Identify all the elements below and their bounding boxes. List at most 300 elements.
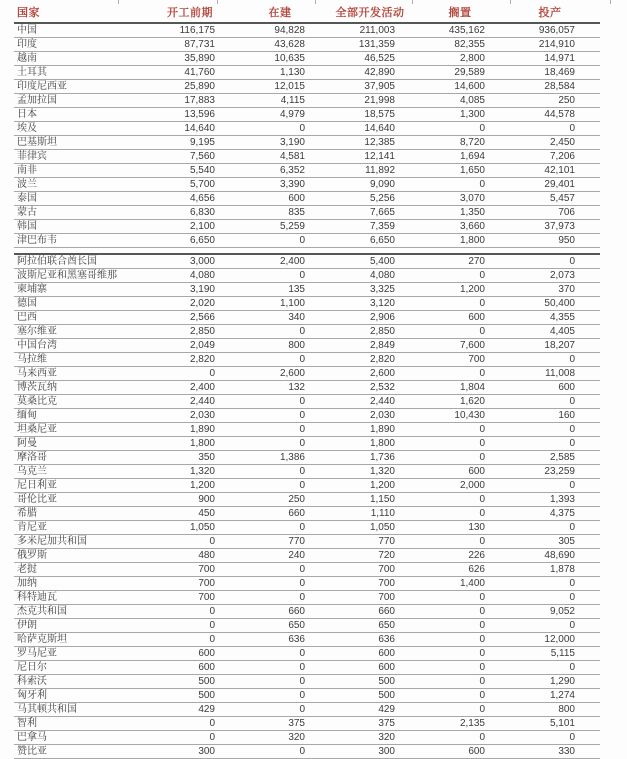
table-row xyxy=(14,702,600,716)
value-cell: 10,430 xyxy=(420,408,510,422)
value-cell: 4,085 xyxy=(420,94,510,108)
value-cell: 1,350 xyxy=(420,206,510,220)
country-cell: 罗马尼亚 xyxy=(14,646,150,660)
crop-artifact-tick xyxy=(610,0,611,4)
value-cell: 3,120 xyxy=(330,296,420,310)
country-cell: 蒙古 xyxy=(14,206,150,220)
value-cell: 600 xyxy=(510,380,600,394)
coal-capacity-by-country-table xyxy=(14,3,600,759)
table-row xyxy=(14,464,600,478)
value-cell: 2,073 xyxy=(510,268,600,282)
value-cell: 8,720 xyxy=(420,136,510,150)
value-cell: 3,325 xyxy=(330,282,420,296)
value-cell: 135 xyxy=(240,282,330,296)
value-cell: 3,070 xyxy=(420,192,510,206)
value-cell: 4,581 xyxy=(240,150,330,164)
table-row xyxy=(14,632,600,646)
value-cell: 2,030 xyxy=(330,408,420,422)
value-cell: 7,560 xyxy=(150,150,240,164)
country-cell: 缅甸 xyxy=(14,408,150,422)
value-cell: 1,400 xyxy=(420,576,510,590)
value-cell: 6,352 xyxy=(240,164,330,178)
table-row xyxy=(14,408,600,422)
country-cell: 南非 xyxy=(14,164,150,178)
value-cell: 0 xyxy=(240,478,330,492)
value-cell: 250 xyxy=(240,492,330,506)
table-row xyxy=(14,730,600,744)
value-cell: 4,405 xyxy=(510,324,600,338)
country-cell: 科索沃 xyxy=(14,674,150,688)
value-cell: 350 xyxy=(150,450,240,464)
value-cell: 0 xyxy=(150,534,240,548)
table-row xyxy=(14,618,600,632)
value-cell: 320 xyxy=(240,730,330,744)
value-cell: 1,274 xyxy=(510,688,600,702)
value-cell: 600 xyxy=(240,192,330,206)
value-cell: 4,115 xyxy=(240,94,330,108)
table-row xyxy=(14,38,600,52)
value-cell: 5,457 xyxy=(510,192,600,206)
value-cell: 5,259 xyxy=(240,220,330,234)
value-cell: 0 xyxy=(420,646,510,660)
value-cell: 2,600 xyxy=(330,366,420,380)
value-cell: 0 xyxy=(420,534,510,548)
value-cell: 1,393 xyxy=(510,492,600,506)
value-cell: 600 xyxy=(420,310,510,324)
table-row xyxy=(14,422,600,436)
country-cell: 科特迪瓦 xyxy=(14,590,150,604)
value-cell: 636 xyxy=(330,632,420,646)
value-cell: 0 xyxy=(420,604,510,618)
value-cell: 14,971 xyxy=(510,52,600,66)
value-cell: 270 xyxy=(420,254,510,269)
table-row xyxy=(14,220,600,234)
country-cell: 巴基斯坦 xyxy=(14,136,150,150)
value-cell: 0 xyxy=(420,296,510,310)
value-cell: 7,359 xyxy=(330,220,420,234)
value-cell: 770 xyxy=(330,534,420,548)
country-cell: 菲律宾 xyxy=(14,150,150,164)
value-cell: 0 xyxy=(420,632,510,646)
value-cell: 4,355 xyxy=(510,310,600,324)
value-cell: 4,375 xyxy=(510,506,600,520)
value-cell: 0 xyxy=(510,478,600,492)
table-row xyxy=(14,716,600,730)
table-row xyxy=(14,164,600,178)
table-row xyxy=(14,192,600,206)
table-row xyxy=(14,268,600,282)
country-cell: 莫桑比克 xyxy=(14,394,150,408)
table-row xyxy=(14,492,600,506)
value-cell: 1,300 xyxy=(420,108,510,122)
table-row xyxy=(14,324,600,338)
value-cell: 21,998 xyxy=(330,94,420,108)
value-cell: 94,828 xyxy=(240,23,330,38)
value-cell: 660 xyxy=(330,604,420,618)
value-cell: 23,259 xyxy=(510,464,600,478)
value-cell: 660 xyxy=(240,506,330,520)
value-cell: 0 xyxy=(420,618,510,632)
country-cell: 塞尔维亚 xyxy=(14,324,150,338)
value-cell: 0 xyxy=(510,520,600,534)
country-cell: 赞比亚 xyxy=(14,744,150,758)
value-cell: 226 xyxy=(420,548,510,562)
table-row xyxy=(14,80,600,94)
column-header-preconstruction: 开工前期 xyxy=(150,3,240,23)
value-cell: 0 xyxy=(510,618,600,632)
table-row xyxy=(14,576,600,590)
value-cell: 636 xyxy=(240,632,330,646)
value-cell: 0 xyxy=(150,366,240,380)
value-cell: 29,401 xyxy=(510,178,600,192)
value-cell: 48,690 xyxy=(510,548,600,562)
value-cell: 500 xyxy=(150,674,240,688)
value-cell: 0 xyxy=(420,674,510,688)
value-cell: 214,910 xyxy=(510,38,600,52)
value-cell: 18,469 xyxy=(510,66,600,80)
table-row xyxy=(14,296,600,310)
value-cell: 0 xyxy=(420,506,510,520)
value-cell: 700 xyxy=(330,590,420,604)
table-row xyxy=(14,94,600,108)
table-row xyxy=(14,178,600,192)
value-cell: 0 xyxy=(420,436,510,450)
value-cell: 2,532 xyxy=(330,380,420,394)
value-cell: 600 xyxy=(420,464,510,478)
value-cell: 18,575 xyxy=(330,108,420,122)
value-cell: 0 xyxy=(420,660,510,674)
table-row xyxy=(14,506,600,520)
value-cell: 0 xyxy=(150,618,240,632)
table-row xyxy=(14,660,600,674)
value-cell: 116,175 xyxy=(150,23,240,38)
column-header-operating: 投产 xyxy=(510,3,600,23)
value-cell: 2,440 xyxy=(330,394,420,408)
value-cell: 4,080 xyxy=(150,268,240,282)
value-cell: 1,804 xyxy=(420,380,510,394)
value-cell: 340 xyxy=(240,310,330,324)
value-cell: 0 xyxy=(240,744,330,758)
value-cell: 87,731 xyxy=(150,38,240,52)
value-cell: 0 xyxy=(420,730,510,744)
value-cell: 9,090 xyxy=(330,178,420,192)
value-cell: 0 xyxy=(420,422,510,436)
value-cell: 0 xyxy=(150,632,240,646)
table-row xyxy=(14,562,600,576)
value-cell: 0 xyxy=(420,590,510,604)
value-cell: 0 xyxy=(240,674,330,688)
country-cell: 尼日利亚 xyxy=(14,478,150,492)
value-cell: 300 xyxy=(330,744,420,758)
value-cell: 600 xyxy=(330,660,420,674)
value-cell: 9,052 xyxy=(510,604,600,618)
value-cell: 2,600 xyxy=(240,366,330,380)
country-cell: 希腊 xyxy=(14,506,150,520)
value-cell: 0 xyxy=(420,324,510,338)
country-cell: 哈萨克斯坦 xyxy=(14,632,150,646)
value-cell: 0 xyxy=(240,646,330,660)
country-cell: 印度 xyxy=(14,38,150,52)
country-cell: 巴拿马 xyxy=(14,730,150,744)
value-cell: 1,050 xyxy=(150,520,240,534)
value-cell: 660 xyxy=(240,604,330,618)
value-cell: 1,200 xyxy=(330,478,420,492)
value-cell: 0 xyxy=(240,520,330,534)
value-cell: 37,905 xyxy=(330,80,420,94)
value-cell: 1,150 xyxy=(330,492,420,506)
value-cell: 1,694 xyxy=(420,150,510,164)
table-row xyxy=(14,646,600,660)
value-cell: 2,800 xyxy=(420,52,510,66)
table-row xyxy=(14,23,600,38)
value-cell: 0 xyxy=(510,422,600,436)
header-row xyxy=(14,3,600,23)
country-cell: 坦桑尼亚 xyxy=(14,422,150,436)
value-cell: 0 xyxy=(240,268,330,282)
value-cell: 12,000 xyxy=(510,632,600,646)
value-cell: 0 xyxy=(150,604,240,618)
table-row xyxy=(14,548,600,562)
table-row xyxy=(14,122,600,136)
value-cell: 600 xyxy=(150,646,240,660)
value-cell: 5,540 xyxy=(150,164,240,178)
table-row xyxy=(14,436,600,450)
value-cell: 600 xyxy=(150,660,240,674)
value-cell: 700 xyxy=(150,576,240,590)
value-cell: 5,700 xyxy=(150,178,240,192)
value-cell: 14,640 xyxy=(330,122,420,136)
country-cell: 波兰 xyxy=(14,178,150,192)
value-cell: 6,650 xyxy=(150,234,240,248)
country-cell: 马来西亚 xyxy=(14,366,150,380)
value-cell: 160 xyxy=(510,408,600,422)
value-cell: 0 xyxy=(420,688,510,702)
value-cell: 480 xyxy=(150,548,240,562)
value-cell: 370 xyxy=(510,282,600,296)
value-cell: 132 xyxy=(240,380,330,394)
value-cell: 9,195 xyxy=(150,136,240,150)
country-cell: 泰国 xyxy=(14,192,150,206)
value-cell: 2,450 xyxy=(510,136,600,150)
value-cell: 1,130 xyxy=(240,66,330,80)
value-cell: 1,800 xyxy=(330,436,420,450)
value-cell: 800 xyxy=(240,338,330,352)
value-cell: 1,290 xyxy=(510,674,600,688)
value-cell: 25,890 xyxy=(150,80,240,94)
value-cell: 0 xyxy=(240,408,330,422)
value-cell: 5,115 xyxy=(510,646,600,660)
table-row xyxy=(14,674,600,688)
value-cell: 1,320 xyxy=(150,464,240,478)
column-header-shelved: 搁置 xyxy=(420,3,510,23)
value-cell: 2,566 xyxy=(150,310,240,324)
value-cell: 5,400 xyxy=(330,254,420,269)
country-cell: 土耳其 xyxy=(14,66,150,80)
country-cell: 加纳 xyxy=(14,576,150,590)
value-cell: 82,355 xyxy=(420,38,510,52)
value-cell: 7,600 xyxy=(420,338,510,352)
country-cell: 肯尼亚 xyxy=(14,520,150,534)
value-cell: 1,386 xyxy=(240,450,330,464)
table-row xyxy=(14,366,600,380)
value-cell: 250 xyxy=(510,94,600,108)
table-row xyxy=(14,744,600,758)
value-cell: 1,100 xyxy=(240,296,330,310)
value-cell: 320 xyxy=(330,730,420,744)
value-cell: 0 xyxy=(240,352,330,366)
value-cell: 130 xyxy=(420,520,510,534)
country-cell: 杰克共和国 xyxy=(14,604,150,618)
country-cell: 波斯尼亚和黑塞哥维那 xyxy=(14,268,150,282)
table-row xyxy=(14,520,600,534)
value-cell: 42,890 xyxy=(330,66,420,80)
country-cell: 马拉维 xyxy=(14,352,150,366)
value-cell: 3,390 xyxy=(240,178,330,192)
table-row xyxy=(14,282,600,296)
value-cell: 2,100 xyxy=(150,220,240,234)
value-cell: 600 xyxy=(420,744,510,758)
country-cell: 中国台湾 xyxy=(14,338,150,352)
value-cell: 500 xyxy=(330,688,420,702)
value-cell: 429 xyxy=(330,702,420,716)
table-row xyxy=(14,604,600,618)
value-cell: 0 xyxy=(420,268,510,282)
value-cell: 46,525 xyxy=(330,52,420,66)
table-row xyxy=(14,66,600,80)
country-cell: 阿曼 xyxy=(14,436,150,450)
value-cell: 17,883 xyxy=(150,94,240,108)
value-cell: 375 xyxy=(330,716,420,730)
value-cell: 1,110 xyxy=(330,506,420,520)
value-cell: 800 xyxy=(510,702,600,716)
value-cell: 700 xyxy=(420,352,510,366)
value-cell: 12,141 xyxy=(330,150,420,164)
value-cell: 42,101 xyxy=(510,164,600,178)
table-body xyxy=(14,23,600,758)
table-row xyxy=(14,254,600,269)
value-cell: 18,207 xyxy=(510,338,600,352)
value-cell: 11,892 xyxy=(330,164,420,178)
value-cell: 330 xyxy=(510,744,600,758)
country-cell: 巴西 xyxy=(14,310,150,324)
value-cell: 12,015 xyxy=(240,80,330,94)
value-cell: 0 xyxy=(240,122,330,136)
table-row xyxy=(14,394,600,408)
value-cell: 0 xyxy=(420,492,510,506)
country-cell: 津巴布韦 xyxy=(14,234,150,248)
value-cell: 0 xyxy=(420,178,510,192)
value-cell: 240 xyxy=(240,548,330,562)
value-cell: 0 xyxy=(240,688,330,702)
country-cell: 埃及 xyxy=(14,122,150,136)
country-cell: 韩国 xyxy=(14,220,150,234)
value-cell: 2,400 xyxy=(240,254,330,269)
value-cell: 0 xyxy=(240,702,330,716)
value-cell: 2,030 xyxy=(150,408,240,422)
country-cell: 匈牙利 xyxy=(14,688,150,702)
country-cell: 伊朗 xyxy=(14,618,150,632)
value-cell: 14,640 xyxy=(150,122,240,136)
table-row xyxy=(14,310,600,324)
value-cell: 1,650 xyxy=(420,164,510,178)
table-row xyxy=(14,206,600,220)
value-cell: 0 xyxy=(510,122,600,136)
value-cell: 37,973 xyxy=(510,220,600,234)
value-cell: 44,578 xyxy=(510,108,600,122)
value-cell: 0 xyxy=(240,324,330,338)
value-cell: 4,080 xyxy=(330,268,420,282)
value-cell: 305 xyxy=(510,534,600,548)
table-row xyxy=(14,380,600,394)
value-cell: 2,820 xyxy=(150,352,240,366)
value-cell: 0 xyxy=(240,562,330,576)
value-cell: 0 xyxy=(420,702,510,716)
value-cell: 0 xyxy=(240,590,330,604)
value-cell: 0 xyxy=(240,422,330,436)
value-cell: 0 xyxy=(240,234,330,248)
value-cell: 29,589 xyxy=(420,66,510,80)
value-cell: 211,003 xyxy=(330,23,420,38)
table-row xyxy=(14,688,600,702)
country-cell: 越南 xyxy=(14,52,150,66)
value-cell: 3,000 xyxy=(150,254,240,269)
value-cell: 700 xyxy=(330,562,420,576)
value-cell: 4,656 xyxy=(150,192,240,206)
value-cell: 2,850 xyxy=(330,324,420,338)
value-cell: 0 xyxy=(510,436,600,450)
value-cell: 0 xyxy=(510,660,600,674)
value-cell: 375 xyxy=(240,716,330,730)
value-cell: 10,635 xyxy=(240,52,330,66)
table-row xyxy=(14,136,600,150)
value-cell: 720 xyxy=(330,548,420,562)
value-cell: 0 xyxy=(420,366,510,380)
country-cell: 摩洛哥 xyxy=(14,450,150,464)
value-cell: 7,206 xyxy=(510,150,600,164)
value-cell: 1,620 xyxy=(420,394,510,408)
value-cell: 0 xyxy=(150,716,240,730)
value-cell: 1,890 xyxy=(330,422,420,436)
value-cell: 0 xyxy=(240,576,330,590)
value-cell: 650 xyxy=(330,618,420,632)
value-cell: 2,820 xyxy=(330,352,420,366)
value-cell: 700 xyxy=(150,590,240,604)
value-cell: 1,800 xyxy=(420,234,510,248)
table-row xyxy=(14,52,600,66)
value-cell: 1,320 xyxy=(330,464,420,478)
table-row xyxy=(14,234,600,248)
value-cell: 13,596 xyxy=(150,108,240,122)
table-row xyxy=(14,478,600,492)
value-cell: 0 xyxy=(420,450,510,464)
table-header xyxy=(14,3,600,23)
country-cell: 老挝 xyxy=(14,562,150,576)
value-cell: 700 xyxy=(330,576,420,590)
value-cell: 14,600 xyxy=(420,80,510,94)
value-cell: 2,135 xyxy=(420,716,510,730)
table-row xyxy=(14,150,600,164)
value-cell: 3,660 xyxy=(420,220,510,234)
value-cell: 50,400 xyxy=(510,296,600,310)
value-cell: 650 xyxy=(240,618,330,632)
country-cell: 哥伦比亚 xyxy=(14,492,150,506)
value-cell: 0 xyxy=(510,576,600,590)
value-cell: 500 xyxy=(330,674,420,688)
table-row xyxy=(14,534,600,548)
value-cell: 706 xyxy=(510,206,600,220)
value-cell: 0 xyxy=(240,464,330,478)
value-cell: 300 xyxy=(150,744,240,758)
